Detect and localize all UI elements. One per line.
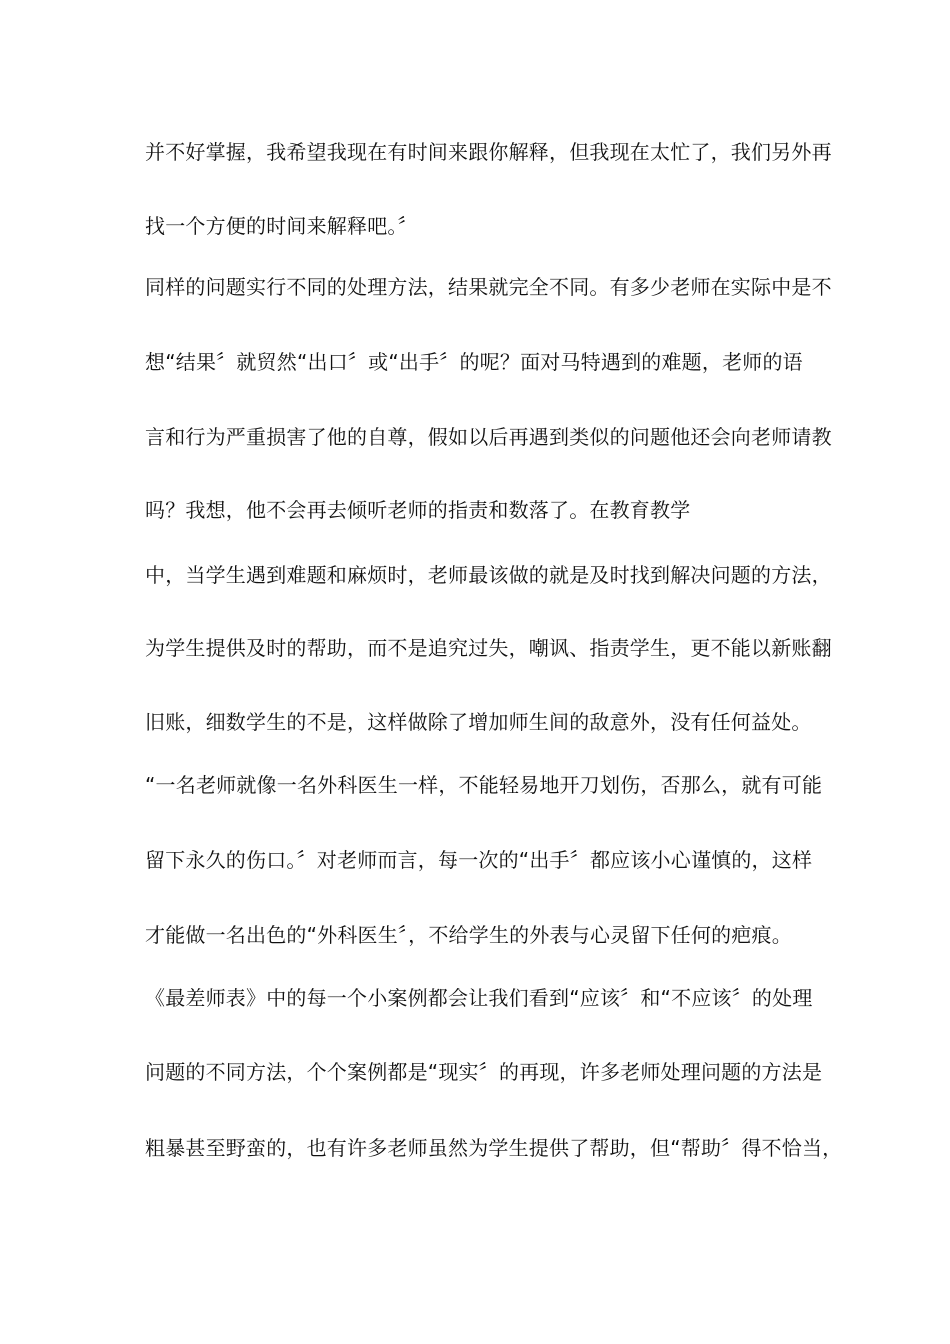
text-line: 《最差师表》中的每一个小案例都会让我们看到“应该〞和“不应该〞的处理 — [145, 986, 813, 1010]
text-line: 并不好掌握，我希望我现在有时间来跟你解释，但我现在太忙了，我们另外再 — [145, 140, 832, 164]
text-line: “一名老师就像一名外科医生一样，不能轻易地开刀划伤，否那么，就有可能 — [145, 773, 823, 797]
text-line: 吗？我想，他不会再去倾听老师的指责和数落了。在教育教学 — [145, 498, 691, 522]
text-line: 言和行为严重损害了他的自尊，假如以后再遇到类似的问题他还会向老师请教 — [145, 425, 832, 449]
text-line: 为学生提供及时的帮助，而不是追究过失，嘲讽、指责学生，更不能以新账翻 — [145, 636, 832, 660]
text-line: 中，当学生遇到难题和麻烦时，老师最该做的就是及时找到解决问题的方法， — [145, 563, 832, 587]
text-line: 粗暴甚至野蛮的，也有许多老师虽然为学生提供了帮助，但“帮助〞得不恰当， — [145, 1136, 843, 1160]
text-line: 旧账，细数学生的不是，这样做除了增加师生间的敌意外，没有任何益处。 — [145, 710, 812, 734]
text-line: 留下永久的伤口。〞对老师而言，每一次的“出手〞都应该小心谨慎的，这样 — [145, 848, 813, 872]
text-line: 问题的不同方法，个个案例都是“现实〞的再现，许多老师处理问题的方法是 — [145, 1060, 823, 1084]
text-line: 想“结果〞就贸然“出口〞或“出手〞的呢？面对马特遇到的难题，老师的语 — [145, 350, 803, 374]
text-line: 找一个方便的时间来解释吧。〞 — [145, 214, 418, 238]
text-line: 才能做一名出色的“外科医生〞，不给学生的外表与心灵留下任何的疤痕。 — [145, 923, 792, 947]
text-line: 同样的问题实行不同的处理方法，结果就完全不同。有多少老师在实际中是不 — [145, 275, 832, 299]
